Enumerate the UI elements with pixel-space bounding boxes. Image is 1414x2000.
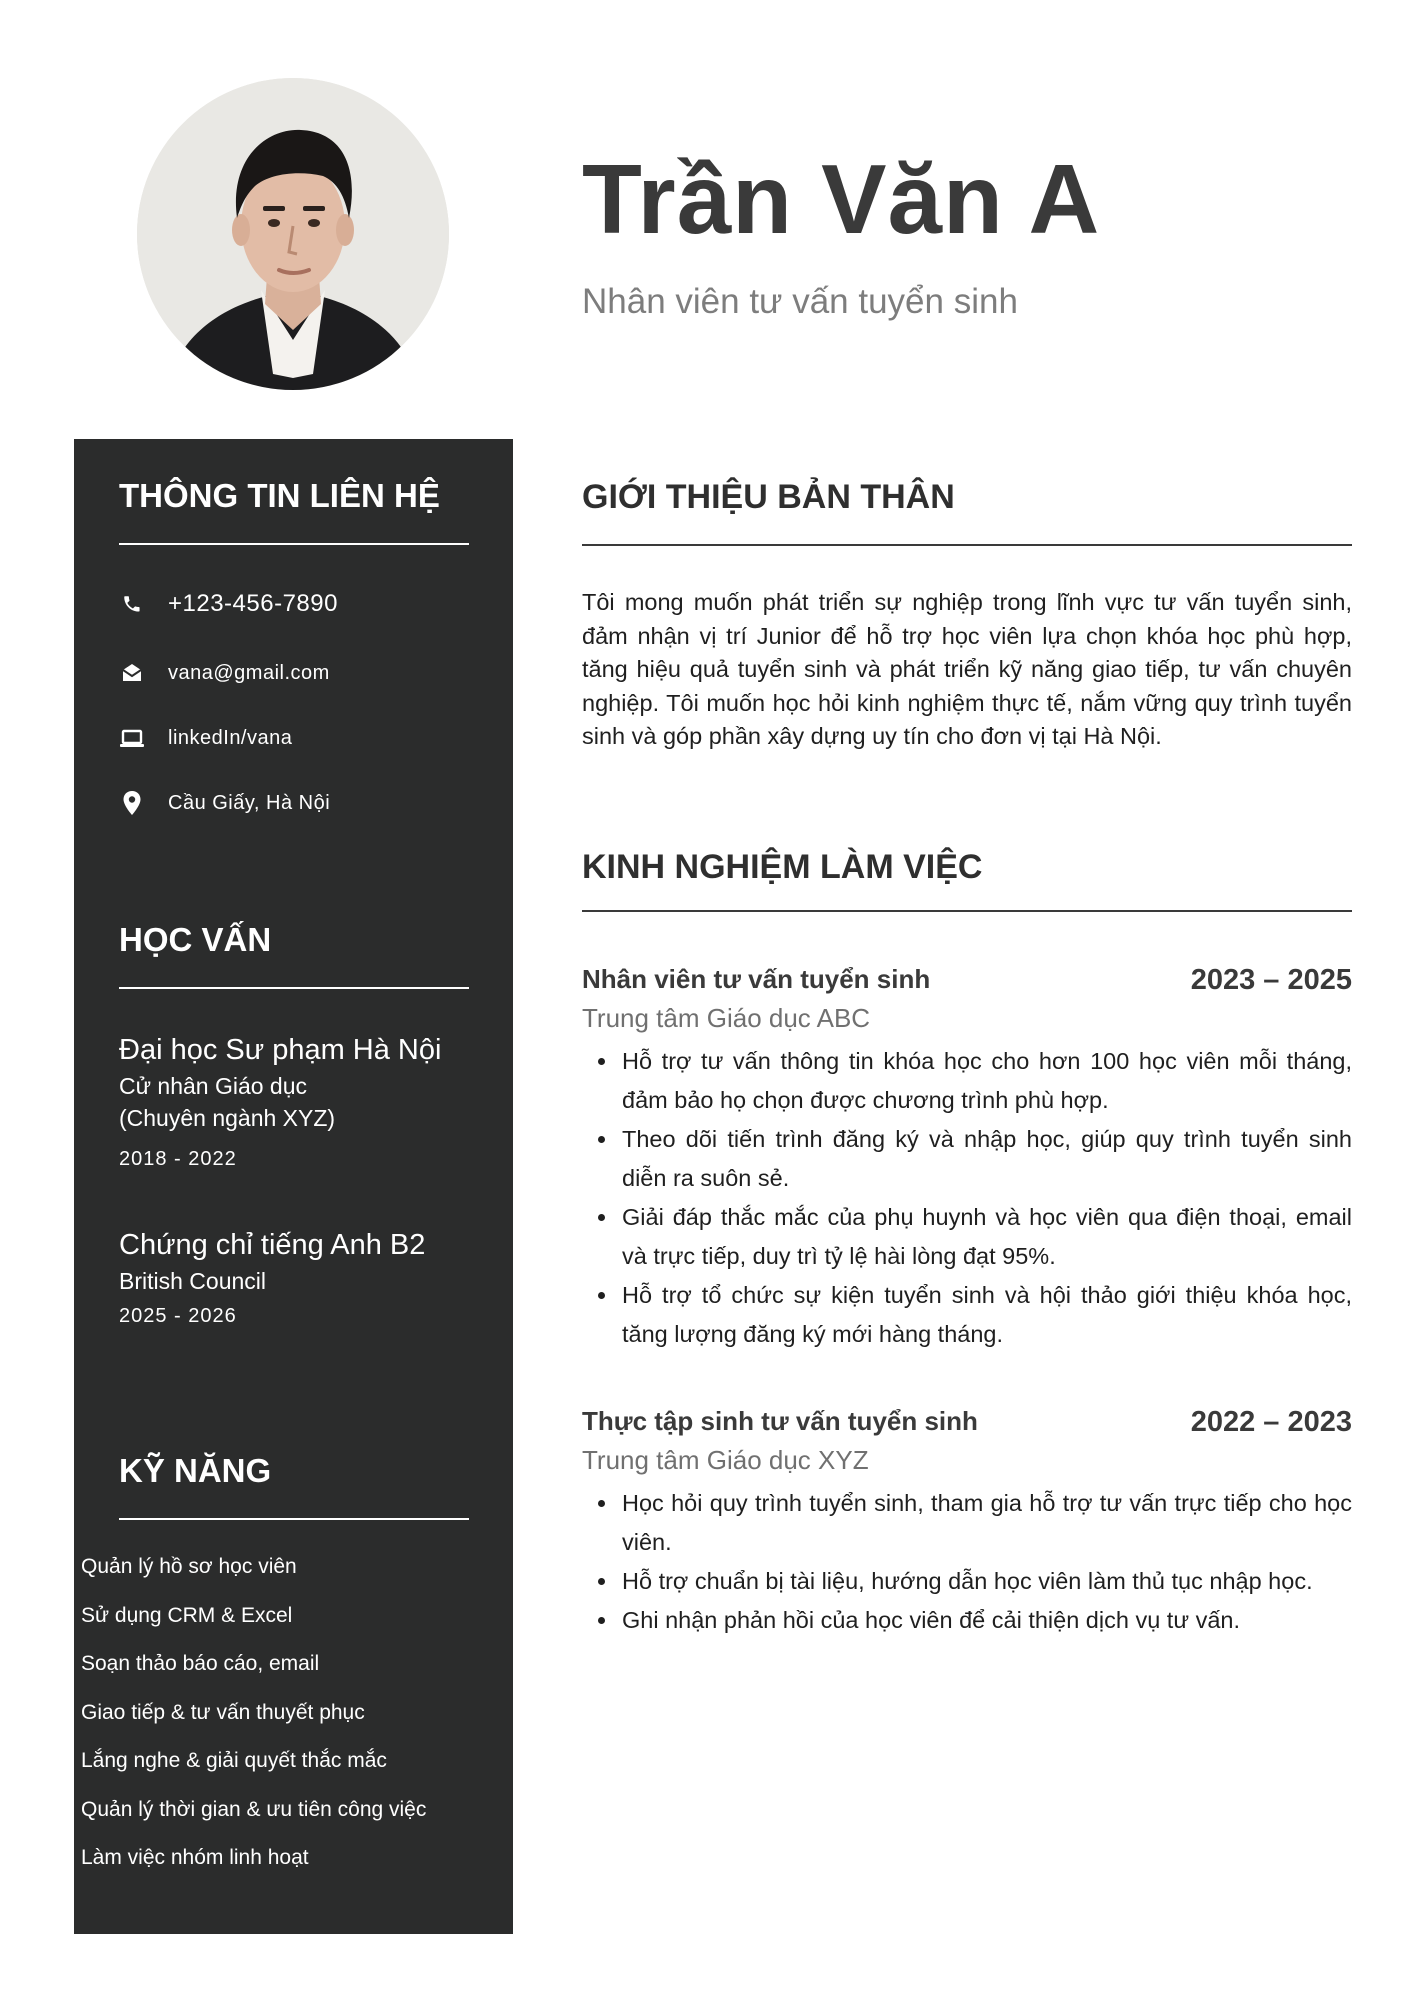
job-duty: Hỗ trợ tổ chức sự kiện tuyển sinh và hội thảo giới thiệu khóa học, tăng lượng đăng ký mới hàng tháng. bbox=[582, 1276, 1352, 1354]
phone-icon bbox=[119, 591, 145, 617]
skill-item: Giao tiếp & tư vấn thuyết phục bbox=[45, 1701, 426, 1750]
job-company: Trung tâm Giáo dục ABC bbox=[582, 1003, 871, 1033]
education-years: 2018 - 2022 bbox=[119, 1148, 237, 1170]
skill-item: Quản lý thời gian & ưu tiên công việc bbox=[45, 1798, 426, 1847]
job-duty: Hỗ trợ chuẩn bị tài liệu, hướng dẫn học viên làm thủ tục nhập học. bbox=[582, 1562, 1352, 1601]
contact-email-text: vana@gmail.com bbox=[168, 661, 330, 684]
job-duty: Hỗ trợ tư vấn thông tin khóa học cho hơn 100 học viên mỗi tháng, đảm bảo họ chọn được chương trình phù hợp. bbox=[582, 1042, 1352, 1120]
job-role: Nhân viên tư vấn tuyển sinh bbox=[582, 282, 1018, 321]
job-duties-list bbox=[582, 1042, 1352, 1354]
contact-email[interactable] bbox=[119, 660, 330, 686]
job-duty: Ghi nhận phản hồi của học viên để cải thiện dịch vụ tư vấn. bbox=[582, 1601, 1352, 1640]
education-major: (Chuyên ngành XYZ) bbox=[119, 1105, 336, 1131]
contact-linkedin-text: linkedIn/vana bbox=[168, 726, 293, 749]
skill-item: Soạn thảo báo cáo, email bbox=[45, 1652, 426, 1701]
job-company: Trung tâm Giáo dục XYZ bbox=[582, 1445, 869, 1475]
contact-location-text: Cầu Giấy, Hà Nội bbox=[168, 791, 331, 814]
certificate-issuer: British Council bbox=[119, 1268, 266, 1294]
education-degree: Cử nhân Giáo dục bbox=[119, 1073, 308, 1099]
job-title: Thực tập sinh tư vấn tuyển sinh bbox=[582, 1406, 978, 1436]
about-heading: GIỚI THIỆU BẢN THÂN bbox=[582, 478, 955, 516]
experience-divider bbox=[582, 910, 1352, 912]
skill-item: Làm việc nhóm linh hoạt bbox=[45, 1846, 426, 1895]
job-title: Nhân viên tư vấn tuyển sinh bbox=[582, 964, 931, 994]
contact-linkedin[interactable] bbox=[119, 725, 292, 751]
skill-item: Quản lý hồ sơ học viên bbox=[45, 1555, 426, 1604]
contact-heading: THÔNG TIN LIÊN HỆ bbox=[119, 477, 440, 514]
contact-location[interactable] bbox=[119, 790, 330, 816]
email-icon bbox=[119, 660, 145, 686]
about-text: Tôi mong muốn phát triển sự nghiệp trong lĩnh vực tư vấn tuyển sinh, đảm nhận vị trí Junior để hỗ trợ học viên lựa chọn khóa học phù hợp, tăng hiệu quả tuyển sinh và phát triển kỹ năng giao tiếp, tư vấn chuyên nghiệp. Tôi muốn học hỏi kinh nghiệm thực tế, nắm vững quy trình tuyển sinh và góp phần xây dựng uy tín cho đơn vị tại Hà Nội. bbox=[582, 589, 1352, 749]
contact-phone-text: +123-456-7890 bbox=[168, 590, 338, 617]
job-years: 2023 – 2025 bbox=[1190, 964, 1352, 996]
skills-list bbox=[45, 1555, 426, 1895]
location-pin-icon bbox=[119, 790, 145, 816]
about-divider bbox=[582, 544, 1352, 546]
laptop-icon bbox=[119, 725, 145, 751]
contact-phone[interactable] bbox=[119, 590, 338, 618]
skills-heading: KỸ NĂNG bbox=[119, 1452, 272, 1489]
education-school: Đại học Sư phạm Hà Nội bbox=[119, 1034, 442, 1066]
job-duty: Học hỏi quy trình tuyển sinh, tham gia hỗ trợ tư vấn trực tiếp cho học viên. bbox=[582, 1484, 1352, 1562]
job-duties-list bbox=[582, 1484, 1352, 1640]
skill-item: Lắng nghe & giải quyết thắc mắc bbox=[45, 1749, 426, 1798]
education-heading: HỌC VẤN bbox=[119, 921, 272, 958]
certificate-title: Chứng chỉ tiếng Anh B2 bbox=[119, 1229, 426, 1261]
job-years: 2022 – 2023 bbox=[1190, 1406, 1352, 1438]
experience-heading: KINH NGHIỆM LÀM VIỆC bbox=[582, 848, 983, 886]
certificate-years: 2025 - 2026 bbox=[119, 1305, 237, 1327]
skill-item: Sử dụng CRM & Excel bbox=[45, 1604, 426, 1653]
person-name: Trần Văn A bbox=[582, 144, 1101, 254]
profile-photo bbox=[137, 78, 449, 390]
job-duty: Giải đáp thắc mắc của phụ huynh và học viên qua điện thoại, email và trực tiếp, duy trì tỷ lệ hài lòng đạt 95%. bbox=[582, 1198, 1352, 1276]
education-divider bbox=[119, 987, 469, 989]
skills-divider bbox=[119, 1518, 469, 1520]
job-duty: Theo dõi tiến trình đăng ký và nhập học, giúp quy trình tuyển sinh diễn ra suôn sẻ. bbox=[582, 1120, 1352, 1198]
contact-divider bbox=[119, 543, 469, 545]
